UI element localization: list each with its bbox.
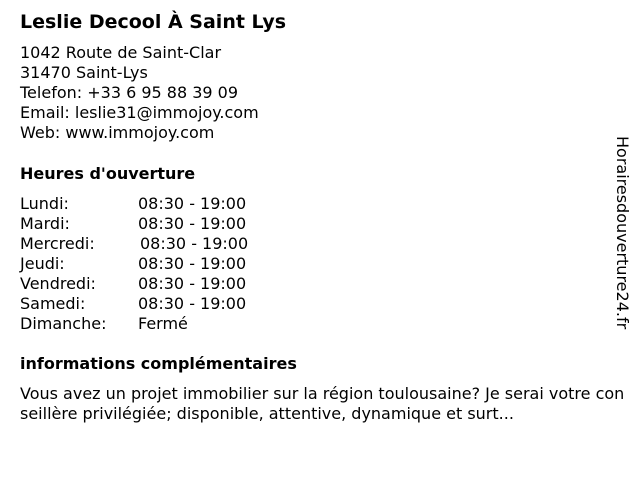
phone-text: Telefon: +33 6 95 88 39 09	[20, 83, 239, 102]
time-value: 08:30 - 19:00	[140, 234, 249, 253]
contact-block	[20, 43, 259, 143]
day-label: Jeudi:	[20, 254, 65, 273]
time-value: 08:30 - 19:00	[138, 194, 247, 213]
time-value: 08:30 - 19:00	[138, 274, 247, 293]
info-heading: informations complémentaires	[20, 354, 297, 373]
address-street: 1042 Route de Saint-Clar	[20, 43, 222, 62]
time-value: 08:30 - 19:00	[138, 294, 247, 313]
site-watermark: Horairesdouverture24.fr	[613, 136, 632, 330]
day-label: Vendredi:	[20, 274, 96, 293]
day-label: Lundi:	[20, 194, 69, 213]
web-text: Web: www.immojoy.com	[20, 123, 215, 142]
email-text: Email: leslie31@immojoy.com	[20, 103, 259, 122]
time-value: 08:30 - 19:00	[138, 214, 247, 233]
day-label: Dimanche:	[20, 314, 107, 333]
day-label: Mardi:	[20, 214, 70, 233]
time-value: Fermé	[138, 314, 188, 333]
address-city: 31470 Saint-Lys	[20, 63, 148, 82]
hours-heading: Heures d'ouverture	[20, 164, 196, 183]
info-description: Vous avez un projet immobilier sur la région toulousaine? Je serai votre conseillère privilégiée; disponible, attentive, dynamique et surt...	[20, 384, 625, 423]
day-label: Mercredi:	[20, 234, 95, 253]
day-label: Samedi:	[20, 294, 86, 313]
time-value: 08:30 - 19:00	[138, 254, 247, 273]
business-name: Leslie Decool À Saint Lys	[20, 11, 287, 33]
